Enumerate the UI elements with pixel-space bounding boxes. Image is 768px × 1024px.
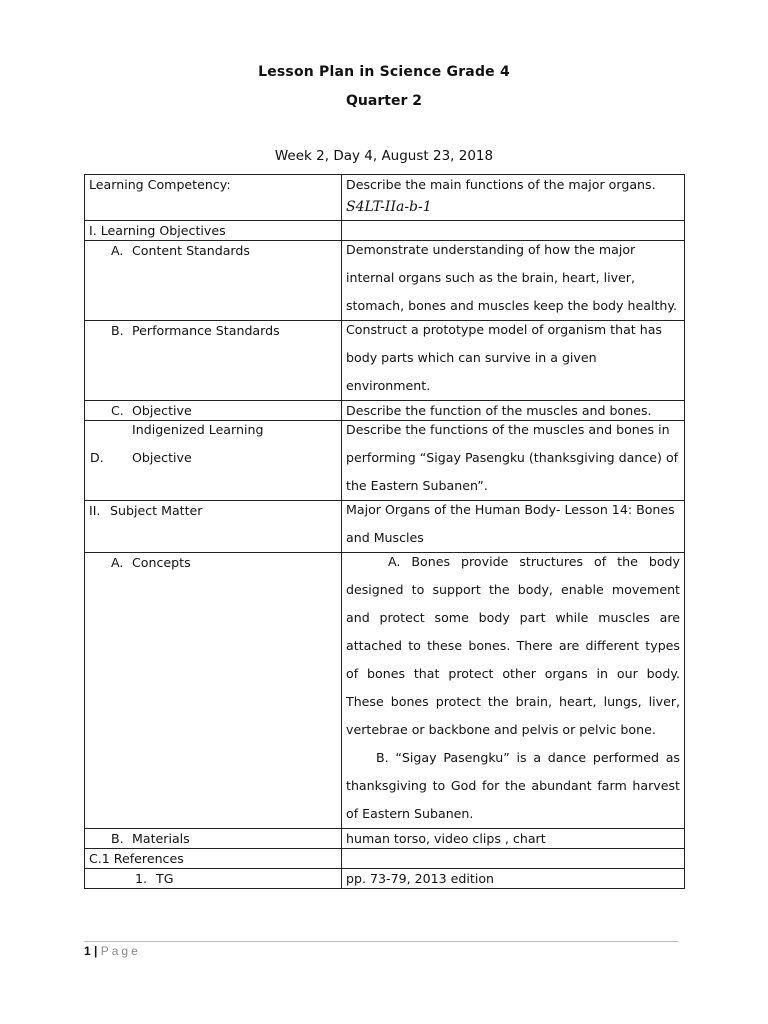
list-marker: A. xyxy=(111,243,124,258)
table-cell-label xyxy=(85,869,342,889)
list-marker: B. xyxy=(111,831,124,846)
list-marker: A. xyxy=(111,555,124,570)
list-marker: 1. xyxy=(135,871,148,886)
table-cell-label xyxy=(85,321,342,401)
footer-divider xyxy=(84,941,678,942)
table-cell-value xyxy=(342,501,685,553)
quarter-heading: Quarter 2 xyxy=(346,93,422,109)
learning-competency-text: Describe the main functions of the major organs. xyxy=(346,177,656,192)
concepts-paragraph: B. “Sigay Pasengku” is a dance performed as thanksgiving to God for the abundant farm harvest of Eastern Subanen. xyxy=(346,750,680,821)
table-row xyxy=(85,421,685,501)
references-heading: C.1 References xyxy=(89,851,184,866)
content-standards-label: Content Standards xyxy=(132,243,250,258)
table-cell-empty xyxy=(342,849,685,869)
indigenized-objective-text: Describe the functions of the muscles and bones in performing “Sigay Pasengku (thanksgiving dance) of the Eastern Subanen”. xyxy=(346,422,679,493)
table-cell-label xyxy=(85,829,342,849)
table-row xyxy=(85,501,685,553)
concepts-label: Concepts xyxy=(132,555,191,570)
content-standards-text: Demonstrate understanding of how the major internal organs such as the brain, heart, liver, stomach, bones and muscles keep the body healthy. xyxy=(346,242,678,313)
table-cell-label xyxy=(85,501,342,553)
table-row xyxy=(85,869,685,889)
performance-standards-label: Performance Standards xyxy=(132,323,280,338)
table-cell-value xyxy=(342,869,685,889)
table-cell-value xyxy=(342,553,685,829)
list-marker: B. xyxy=(111,323,124,338)
learning-objectives-heading: I. Learning Objectives xyxy=(89,223,226,238)
table-cell-value xyxy=(342,175,685,221)
subject-matter-text: Major Organs of the Human Body- Lesson 14: Bones and Muscles xyxy=(346,502,675,545)
objective-label: Objective xyxy=(132,403,192,418)
lesson-plan-table xyxy=(84,174,685,889)
table-cell-label xyxy=(85,175,342,221)
tg-label: TG xyxy=(156,871,174,886)
page-footer xyxy=(84,944,141,958)
table-cell-value xyxy=(342,421,685,501)
table-row xyxy=(85,829,685,849)
footer-separator: | xyxy=(94,944,98,958)
table-cell-label xyxy=(85,421,342,501)
table-row xyxy=(85,175,685,221)
table-cell-value xyxy=(342,829,685,849)
table-cell-label xyxy=(85,553,342,829)
table-row xyxy=(85,321,685,401)
subject-matter-label: Subject Matter xyxy=(110,503,203,518)
table-row xyxy=(85,849,685,869)
objective-text: Describe the function of the muscles and bones. xyxy=(346,403,652,418)
indigenized-objective-label: Indigenized Learning Objective xyxy=(132,422,264,465)
performance-standards-text: Construct a prototype model of organism that has body parts which can survive in a given environment. xyxy=(346,322,662,393)
list-marker: D. xyxy=(90,450,104,465)
table-cell-label xyxy=(85,221,342,241)
list-marker: II. xyxy=(89,503,101,518)
table-row xyxy=(85,553,685,829)
competency-code: S4LT-IIa-b-1 xyxy=(346,199,432,215)
table-cell-value xyxy=(342,241,685,321)
table-row xyxy=(85,241,685,321)
table-cell-value xyxy=(342,321,685,401)
date-line: Week 2, Day 4, August 23, 2018 xyxy=(274,148,494,164)
materials-label: Materials xyxy=(132,831,190,846)
materials-text: human torso, video clips , chart xyxy=(346,831,546,846)
table-cell-label xyxy=(85,241,342,321)
list-marker: C. xyxy=(111,403,124,418)
page-number: 1 xyxy=(84,944,91,958)
learning-competency-label: Learning Competency: xyxy=(89,177,231,192)
document-title: Lesson Plan in Science Grade 4 xyxy=(258,64,510,80)
concepts-paragraph: A. Bones provide structures of the body designed to support the body, enable movement and protect some body part while muscles are attached to these bones. There are different types of bones that protect other organs in our body. These bones protect the brain, heart, lungs, liver, vertebrae or backbone and pelvis or pelvic bone. xyxy=(346,554,680,737)
tg-pages-text: pp. 73-79, 2013 edition xyxy=(346,871,495,886)
page-word: Page xyxy=(100,944,141,958)
table-cell-label xyxy=(85,849,342,869)
